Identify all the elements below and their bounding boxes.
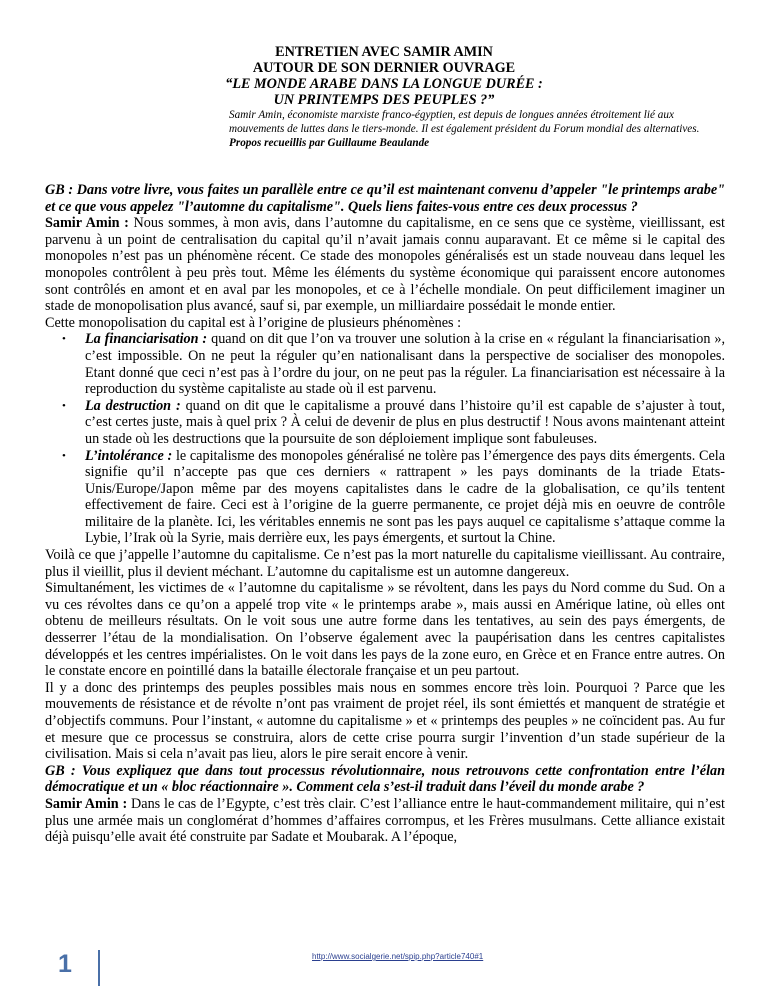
speaker-label: Samir Amin : bbox=[45, 795, 128, 812]
bullet-icon: • bbox=[62, 399, 66, 412]
page-footer bbox=[58, 948, 738, 988]
byline: Propos recueillis par Guillaume Beaulande bbox=[229, 137, 430, 150]
footer-divider bbox=[98, 950, 100, 986]
speaker-label: Samir Amin : bbox=[45, 215, 129, 232]
page-number: 1 bbox=[58, 950, 72, 978]
intro-text: Samir Amin, économiste marxiste franco-égyptien, est depuis de longues années étroitement lié aux mouvements de luttes dans le tiers-monde. Il est également président du Forum mondial des alternatives. bbox=[229, 109, 700, 136]
phenomena-list bbox=[45, 331, 725, 547]
bullet-icon: • bbox=[62, 333, 66, 346]
answer-2-text: Dans le cas de l’Egypte, c’est très clair. C’est l’alliance entre le haut-commandement militaire, qui n’est plus une armée mais un conglomérat d’hommes d’affaires corrompus, et les Frères musulmans. Cette alliance existait déjà puisqu’elle avait été construite par Sadate et Moubarak. A l’époque, bbox=[45, 795, 725, 846]
list-item bbox=[62, 331, 725, 398]
paragraph-4: Simultanément, les victimes de « l’automne du capitalisme » se révoltent, dans les pays du Nord comme du Sud. On a vu ces révoltes dans ce qu’on a appelé trop vite « le printemps arabe », mais aussi en Amérique latine, où elles ont obtenu de meilleurs résultats. On le voit sous une autre forme dans les tentatives, au sein des pays émergents, de desserrer l’étau de la mondialisation. On l’observe également avec la paupérisation dans les centres capitalistes développés et les centres impérialistes. On le voit dans les pays de la zone euro, en Grèce et en France entre autres. On le constate encore en pointillé dans la bataille électorale française et un peu partout. bbox=[45, 580, 725, 680]
list-item bbox=[62, 397, 725, 448]
article-title bbox=[120, 44, 648, 108]
answer-1-text: Nous sommes, à mon avis, dans l’automne du capitalisme, en ce sens que ce système, vieillissant, est parvenu à un point de centralisation du capital qu’il n’avait jamais connu auparavant. Et ce même si le capital des monopoles n’est pas un phénomène récent. Ce stade des monopoles généralisés est un stade nouveau dans lequel les monopoles contrôlent à peu près tout. Même les éléments du système économique qui paraissent encore autonomes sont contrôlés en amont et en aval par les monopoles, et ce à l’échelle mondiale. On peut difficilement imaginer un stade de monopolisation plus avancé, sauf si, par exemple, un milliardaire possédait le monde entier. bbox=[45, 215, 725, 315]
list-item-term: L’intolérance : bbox=[85, 447, 173, 464]
answer-1 bbox=[45, 215, 725, 315]
author-intro bbox=[229, 108, 729, 151]
bullet-icon: • bbox=[62, 449, 66, 462]
list-item-term: La financiarisation : bbox=[85, 331, 208, 348]
title-line-3: “LE MONDE ARABE DANS LA LONGUE DURÉE : bbox=[225, 76, 543, 92]
title-line-1: ENTRETIEN AVEC SAMIR AMIN bbox=[275, 44, 493, 60]
answer-2 bbox=[45, 796, 725, 846]
list-item-text: le capitalisme des monopoles généralisé ne tolère pas l’émergence des pays dits émergents. Cela signifie qu’il n’accepte pas que ces derniers « rattrapent » les pays dominants de la triade Etats-Unis/Europe/Japon même par des moyens capitalistes dans le cadre de la globalisation, ce qu’ils tentent effectivement de faire. Ceci est à l’origine de la guerre permanente, ce projet déjà mis en oeuvre de contrôle militaire de la planète. Ici, les véritables ennemis ne sont pas les pays auquel ce capitalisme s’attaque comme la Lybie, l’Irak où la Syrie, mais derrière eux, les pays émergents, et surtout la Chine. bbox=[85, 447, 725, 547]
paragraph-3: Voilà ce que j’appelle l’automne du capitalisme. Ce n’est pas la mort naturelle du capitalisme vieillissant. Au contraire, plus il vieillit, plus il devient méchant. L’automne du capitalisme est un automne dangereux. bbox=[45, 547, 725, 580]
title-line-4: UN PRINTEMPS DES PEUPLES ?” bbox=[273, 92, 495, 108]
list-item-term: La destruction : bbox=[85, 397, 181, 414]
source-link[interactable]: http://www.socialgerie.net/spip.php?article740#1 bbox=[312, 952, 484, 961]
title-line-2: AUTOUR DE SON DERNIER OUVRAGE bbox=[252, 60, 516, 76]
paragraph-5: Il y a donc des printemps des peuples possibles mais nous en sommes encore très loin. Pourquoi ? Parce que les mouvements de résistance et de révolte n’ont pas vraiment de projet réel, ils sont émiettés et manquent de stratégie et d’objectifs communs. Pour l’instant, « automne du capitalisme » et « printemps des peuples » ne coïncident pas. Au fur et mesure que ce processus se construira, alors de cette crise pourra surgir l’invention d’un stade supérieur de la civilisation. Mais si cela n’avait pas lieu, alors le pire serait encore à venir. bbox=[45, 679, 725, 763]
list-item-text: quand on dit que l’on va trouver une solution à la crise en « régulant la financiarisation », c’est impossible. On ne peut la réguler qu’en nationalisant dans la perspective de socialiser des monopoles. Etant donné que ceci n’est pas à l’ordre du jour, on ne peut pas la réguler. La financiarisation est nécessaire à la reproduction du système capitaliste au stade où il est parvenu. bbox=[85, 331, 725, 398]
article-body bbox=[45, 182, 725, 846]
question-1: GB : Dans votre livre, vous faites un parallèle entre ce qu’il est maintenant convenu d’appeler "le printemps arabe" et ce que vous appelez "l’automne du capitalisme". Quels liens faites-vous entre ces deux processus ? bbox=[45, 182, 725, 215]
list-item bbox=[62, 447, 725, 548]
list-item-text: quand on dit que le capitalisme a prouvé dans l’histoire qu’il est capable de s’ajuster à tout, c’est certes juste, mais à quel prix ? À celui de devenir de plus en plus destructif ! Nous avons maintenant atteint un stade où les destructions que la poursuite de son déploiement implique sont fabuleuses. bbox=[85, 397, 725, 447]
question-2: GB : Vous expliquez que dans tout processus révolutionnaire, nous retrouvons cette confrontation entre l’élan démocratique et un « bloc réactionnaire ». Comment cela s’est-il traduit dans l’éveil du monde arabe ? bbox=[45, 762, 725, 796]
paragraph-intro-list: Cette monopolisation du capital est à l’origine de plusieurs phénomènes : bbox=[45, 314, 462, 331]
